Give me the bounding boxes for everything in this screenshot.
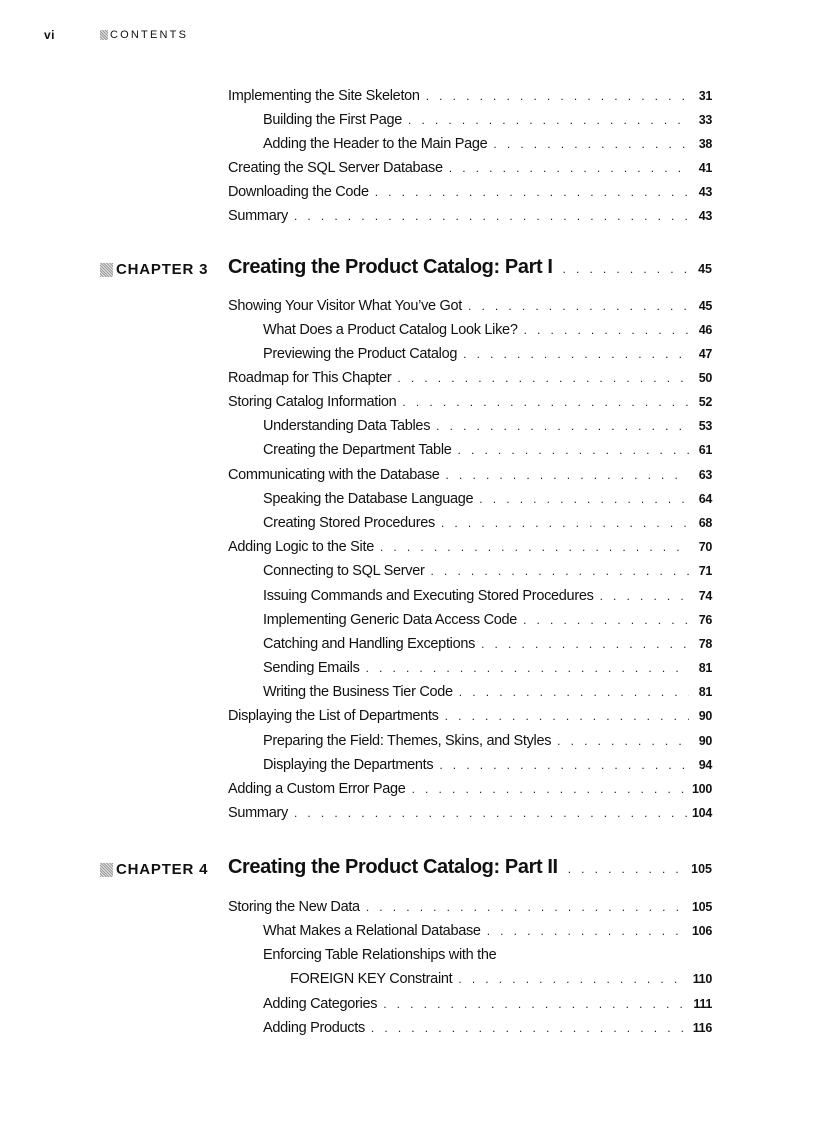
- dot-leader: [493, 137, 689, 151]
- toc-entry-title: Issuing Commands and Executing Stored Procedures: [263, 588, 594, 604]
- toc-entry-page: 68: [698, 516, 712, 530]
- toc-entry-page: 110: [692, 972, 712, 986]
- toc-entry[interactable]: [263, 491, 712, 507]
- toc-entry-title: Adding a Custom Error Page: [228, 781, 406, 797]
- dot-leader: [449, 161, 689, 175]
- toc-entry-page: 63: [698, 468, 712, 482]
- toc-entry-title: Adding the Header to the Main Page: [263, 136, 488, 152]
- toc-entry-page: 116: [692, 1021, 712, 1035]
- toc-entry[interactable]: [228, 805, 712, 821]
- toc-entry-title: Adding Categories: [263, 996, 378, 1012]
- toc-entry-title: Sending Emails: [263, 660, 360, 676]
- toc-entry[interactable]: [263, 757, 712, 773]
- dot-leader: [408, 113, 689, 127]
- toc-entry-page: 104: [692, 806, 712, 820]
- toc-entry-title: Communicating with the Database: [228, 467, 440, 483]
- toc-entry[interactable]: [228, 708, 712, 724]
- toc-entry-page: 47: [698, 347, 712, 361]
- toc-entry[interactable]: [263, 322, 712, 338]
- toc-entry-title: Creating Stored Procedures: [263, 515, 435, 531]
- dot-leader: [568, 862, 686, 876]
- dot-leader: [383, 997, 688, 1011]
- dot-leader: [380, 540, 689, 554]
- toc-entry[interactable]: [228, 298, 712, 314]
- toc-entry-title: Creating the SQL Server Database: [228, 160, 443, 176]
- chapter-label-text: CHAPTER 3: [116, 261, 209, 278]
- dot-leader: [436, 419, 689, 433]
- toc-entry-page: 71: [698, 564, 712, 578]
- toc-entry[interactable]: [228, 394, 712, 410]
- toc-entry[interactable]: [263, 684, 712, 700]
- toc-entry-page: 70: [698, 540, 712, 554]
- toc-entry[interactable]: [228, 160, 712, 176]
- toc-entry[interactable]: [263, 733, 712, 749]
- toc-entry-page: 90: [698, 709, 712, 723]
- toc-entry-title: Catching and Handling Exceptions: [263, 636, 476, 652]
- dot-leader: [445, 709, 689, 723]
- toc-entry-page: 31: [698, 89, 712, 103]
- toc-entry-page: 46: [698, 323, 712, 337]
- chapter-marker-icon: [100, 863, 113, 877]
- toc-entry[interactable]: [263, 923, 712, 939]
- toc-entry[interactable]: [263, 563, 712, 579]
- toc-entry[interactable]: [263, 996, 712, 1012]
- toc-entry-page: 78: [698, 637, 712, 651]
- dot-leader: [459, 685, 689, 699]
- toc-entry-title: Implementing Generic Data Access Code: [263, 612, 518, 628]
- dot-leader: [481, 637, 689, 651]
- toc-entry-page: 53: [698, 419, 712, 433]
- toc-entry-title: Storing the New Data: [228, 899, 360, 915]
- toc-entry-title: Summary: [228, 805, 288, 821]
- toc-entry[interactable]: [290, 971, 712, 987]
- toc-entry-title: Showing Your Visitor What You’ve Got: [228, 298, 462, 314]
- dot-leader: [523, 613, 689, 627]
- toc-entry-page: 43: [698, 209, 712, 223]
- dot-leader: [431, 564, 689, 578]
- chapter-label-text: CHAPTER 4: [116, 861, 209, 878]
- toc-entry[interactable]: [228, 467, 712, 483]
- dot-leader: [375, 185, 689, 199]
- toc-entry-title: Connecting to SQL Server: [263, 563, 425, 579]
- toc-entry-page: 106: [692, 924, 712, 938]
- toc-entry-title: Implementing the Site Skeleton: [228, 88, 420, 104]
- dot-leader: [439, 758, 689, 772]
- dot-leader: [294, 806, 687, 820]
- page-number: vi: [44, 28, 56, 42]
- toc-entry[interactable]: [263, 136, 712, 152]
- toc-entry[interactable]: [263, 112, 712, 128]
- dot-leader: [371, 1021, 688, 1035]
- toc-entry[interactable]: [228, 88, 712, 104]
- toc-entry-title: Speaking the Database Language: [263, 491, 474, 507]
- toc-entry-title: What Makes a Relational Database: [263, 923, 481, 939]
- toc-entry-title: Adding Products: [263, 1020, 365, 1036]
- dot-leader: [487, 924, 687, 938]
- dot-leader: [557, 734, 689, 748]
- toc-entry[interactable]: [263, 660, 712, 676]
- toc-entry[interactable]: [228, 208, 712, 224]
- dot-leader: [446, 468, 689, 482]
- toc-entry-title-continued[interactable]: Enforcing Table Relationships with the: [263, 947, 497, 963]
- dot-leader: [402, 395, 689, 409]
- dot-leader: [563, 262, 694, 276]
- toc-entry[interactable]: [263, 418, 712, 434]
- chapter-marker-icon: [100, 263, 113, 277]
- toc-entry-page: 33: [698, 113, 712, 127]
- chapter-page: 105: [691, 862, 712, 876]
- toc-entry-title: Storing Catalog Information: [228, 394, 397, 410]
- toc-entry-page: 50: [698, 371, 712, 385]
- toc-entry[interactable]: [228, 899, 712, 915]
- toc-entry-page: 100: [692, 782, 712, 796]
- toc-entry-page: 43: [698, 185, 712, 199]
- chapter-heading[interactable]: [228, 856, 712, 879]
- chapter-page: 45: [698, 262, 712, 276]
- toc-entry-title: Creating the Department Table: [263, 442, 452, 458]
- toc-entry[interactable]: [228, 781, 712, 797]
- toc-entry-title: Adding Logic to the Site: [228, 539, 374, 555]
- toc-entry-title: Preparing the Field: Themes, Skins, and Styles: [263, 733, 552, 749]
- dot-leader: [468, 299, 689, 313]
- dot-leader: [463, 347, 689, 361]
- toc-entry-title: Roadmap for This Chapter: [228, 370, 392, 386]
- chapter-heading[interactable]: [228, 256, 712, 279]
- toc-entry[interactable]: [228, 539, 712, 555]
- chapter-label: [100, 861, 208, 878]
- toc-entry[interactable]: [263, 1020, 712, 1036]
- toc-entry-page: 64: [698, 492, 712, 506]
- dot-leader: [294, 209, 689, 223]
- dot-leader: [458, 972, 687, 986]
- toc-entry-page: 111: [693, 997, 712, 1011]
- toc-entry-page: 76: [698, 613, 712, 627]
- dot-leader: [441, 516, 689, 530]
- toc-entry[interactable]: [263, 588, 712, 604]
- chapter-title: Creating the Product Catalog: Part II: [228, 856, 558, 878]
- toc-entry-page: 74: [698, 589, 712, 603]
- toc-entry-title: Previewing the Product Catalog: [263, 346, 458, 362]
- dot-leader: [524, 323, 689, 337]
- dot-leader: [458, 443, 689, 457]
- toc-entry-title: Displaying the List of Departments: [228, 708, 439, 724]
- toc-entry[interactable]: [263, 636, 712, 652]
- toc-entry-page: 45: [698, 299, 712, 313]
- toc-entry-title: Displaying the Departments: [263, 757, 434, 773]
- toc-entry-title: What Does a Product Catalog Look Like?: [263, 322, 518, 338]
- toc-entry-page: 38: [698, 137, 712, 151]
- toc-entry-title: Understanding Data Tables: [263, 418, 431, 434]
- running-head-label: CONTENTS: [110, 29, 189, 41]
- dot-leader: [397, 371, 689, 385]
- dot-leader: [600, 589, 689, 603]
- dot-leader: [426, 89, 689, 103]
- chapter-title: Creating the Product Catalog: Part I: [228, 256, 553, 278]
- toc-entry[interactable]: [228, 184, 712, 200]
- toc-entry[interactable]: [263, 442, 712, 458]
- toc-entry-title: FOREIGN KEY Constraint: [290, 971, 453, 987]
- toc-entry-page: 90: [698, 734, 712, 748]
- toc-entry-title: Downloading the Code: [228, 184, 369, 200]
- toc-entry[interactable]: [263, 612, 712, 628]
- dot-leader: [479, 492, 689, 506]
- dot-leader: [412, 782, 687, 796]
- chapter-label: [100, 261, 208, 278]
- toc-entry[interactable]: [228, 370, 712, 386]
- toc-entry-page: 41: [698, 161, 712, 175]
- toc-entry-title: Building the First Page: [263, 112, 402, 128]
- dot-leader: [366, 900, 687, 914]
- toc-entry-title: Writing the Business Tier Code: [263, 684, 453, 700]
- toc-entry[interactable]: [263, 346, 712, 362]
- dot-leader: [366, 661, 689, 675]
- toc-entry[interactable]: [263, 515, 712, 531]
- toc-entry-title: Summary: [228, 208, 288, 224]
- toc-entry-page: 81: [698, 685, 712, 699]
- toc-entry-page: 61: [698, 443, 712, 457]
- toc-entry-page: 105: [692, 900, 712, 914]
- toc-entry-page: 81: [698, 661, 712, 675]
- toc-entry-page: 52: [698, 395, 712, 409]
- section-marker-icon: [100, 30, 108, 40]
- toc-entry-page: 94: [698, 758, 712, 772]
